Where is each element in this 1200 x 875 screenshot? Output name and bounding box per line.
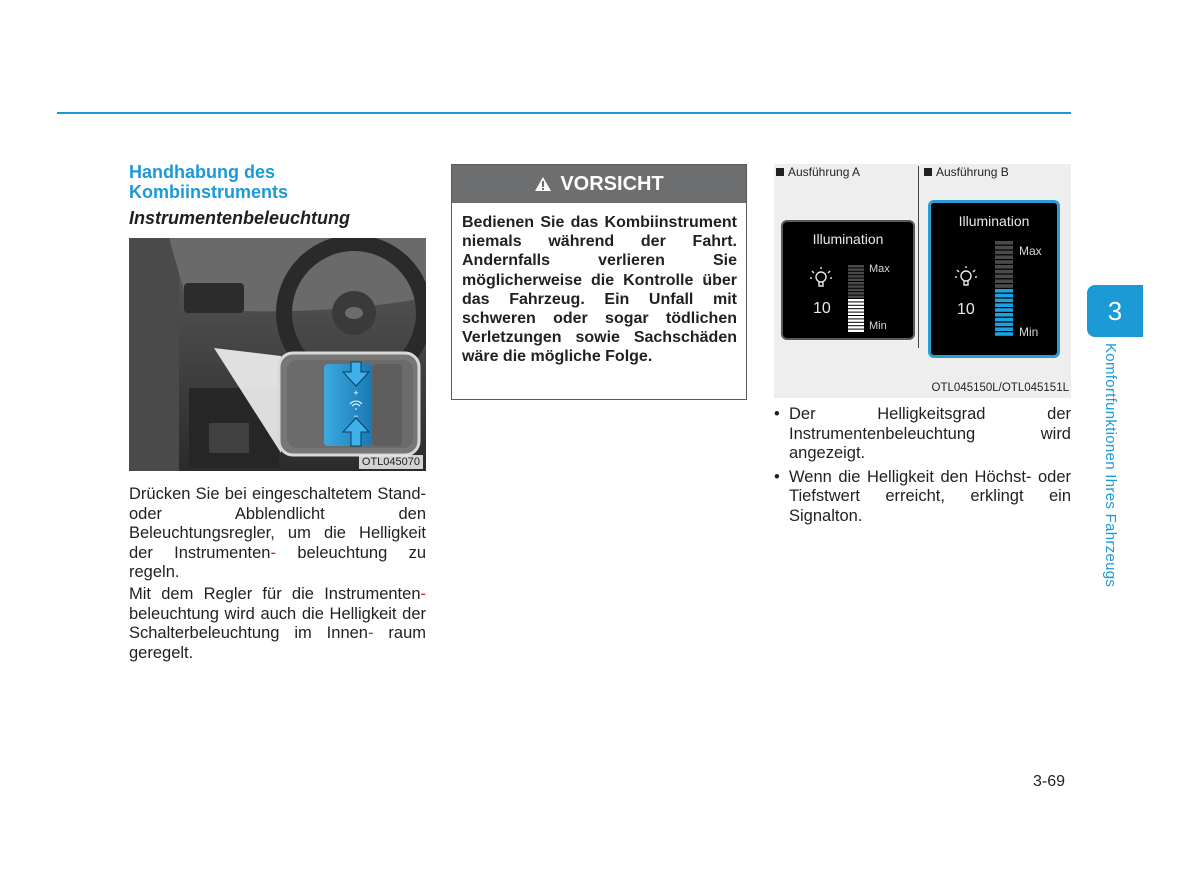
level-segment — [848, 292, 864, 294]
illumination-icon — [954, 265, 978, 291]
illumination-icon — [809, 266, 833, 292]
level-segment — [995, 270, 1013, 274]
level-segment — [995, 251, 1013, 255]
bullet-list — [774, 405, 1071, 530]
level-segment — [995, 294, 1013, 298]
minus-label: − — [353, 411, 359, 421]
caution-heading: VORSICHT — [560, 172, 664, 195]
paragraph-2-text-b: beleuchtung wird auch die Helligkeit der Schalterbeleuchtung im Innen — [129, 604, 426, 642]
level-segment — [848, 279, 864, 281]
warning-triangle-icon — [534, 176, 552, 192]
level-segment — [848, 330, 864, 332]
level-segment — [995, 255, 1013, 259]
paragraph-2-text-a: Mit dem Regler für die Instrumenten — [129, 585, 421, 603]
figure-label-a: Ausführung A — [776, 165, 860, 179]
level-segment — [848, 309, 864, 311]
level-segment — [848, 268, 864, 270]
level-segment — [848, 306, 864, 308]
level-segment — [995, 299, 1013, 303]
caution-box — [451, 164, 747, 400]
level-segment — [848, 275, 864, 277]
level-bar-a — [848, 265, 866, 335]
level-segment — [848, 282, 864, 284]
level-segment — [995, 323, 1013, 327]
min-label: Min — [1019, 325, 1039, 339]
level-segment — [848, 296, 864, 298]
photo-code: OTL045070 — [359, 455, 423, 469]
level-segment — [848, 323, 864, 325]
dashboard-illustration — [129, 238, 426, 471]
plus-label: + — [353, 388, 359, 398]
level-segment — [848, 289, 864, 291]
square-bullet-icon — [924, 168, 932, 176]
caution-text: Bedienen Sie das Kombiinstrument niemals während der Fahrt. Andernfalls verlieren Sie möglicherweise die Kontrolle über das Fahrzeug. Ein Unfall mit schweren oder sogar tödlichen Verletzungen sowie Sachschäden wäre die mögliche Folge. — [462, 214, 737, 366]
max-label: Max — [869, 263, 890, 275]
illumination-panel-a — [781, 220, 915, 340]
min-label: Min — [869, 320, 887, 332]
dashboard-photo — [129, 238, 426, 471]
square-bullet-icon — [776, 168, 784, 176]
page-number: 3-69 — [1033, 773, 1066, 790]
level-segment — [848, 299, 864, 301]
hyphen-mark: - — [367, 624, 374, 642]
hyphen-mark: - — [420, 585, 426, 603]
figure-label-b: Ausführung B — [924, 165, 1009, 179]
level-segment — [995, 279, 1013, 283]
level-segment — [848, 302, 864, 304]
level-segment — [995, 303, 1013, 307]
level-segment — [848, 265, 864, 267]
level-segment — [995, 308, 1013, 312]
figure-divider — [918, 166, 919, 348]
illumination-figure — [774, 164, 1071, 398]
level-segment — [995, 313, 1013, 317]
paragraph-2 — [129, 585, 426, 663]
level-segment — [995, 289, 1013, 293]
panel-b-title: Illumination — [958, 213, 1030, 229]
level-segment — [995, 318, 1013, 322]
max-label: Max — [1019, 244, 1042, 258]
illumination-panel-b — [928, 200, 1060, 358]
bullet-item: • Wenn die Helligkeit den Höchst- oder Tiefstwert erreicht, erklingt ein Signalton. — [774, 468, 1071, 527]
paragraph-1-text-b: beleuchtung zu regeln. — [129, 543, 426, 581]
level-segment — [995, 275, 1013, 279]
level-segment — [848, 285, 864, 287]
paragraph-1-text-a: Drücken Sie bei eingeschaltetem Stand- oder Abblendlicht den Beleuchtungsregler, um die Helligkeit der Instrumenten — [129, 485, 426, 562]
section-title: Handhabung des Kombiinstruments — [129, 162, 289, 202]
level-bar-b — [995, 241, 1015, 337]
paragraph-2-text-c: raum geregelt. — [129, 624, 426, 662]
level-segment — [995, 284, 1013, 288]
bullet-item: • Der Helligkeitsgrad der Instrumentenbeleuchtung wird angezeigt. — [774, 405, 1071, 464]
level-segment — [995, 332, 1013, 336]
level-segment — [995, 327, 1013, 331]
level-segment — [995, 265, 1013, 269]
top-rule — [57, 112, 1071, 114]
level-segment — [995, 260, 1013, 264]
paragraph-1 — [129, 485, 426, 583]
subsection-title: Instrumentenbeleuchtung — [129, 208, 351, 228]
level-value: 10 — [813, 300, 831, 317]
hyphen-mark: - — [270, 543, 276, 562]
caution-header — [452, 165, 746, 203]
figure-code: OTL045150L/OTL045151L — [931, 382, 1069, 394]
level-segment — [848, 313, 864, 315]
level-segment — [995, 241, 1013, 245]
panel-a-title: Illumination — [812, 231, 884, 247]
level-value: 10 — [957, 301, 975, 318]
chapter-tab: 3 — [1087, 285, 1143, 337]
level-segment — [848, 319, 864, 321]
level-segment — [848, 316, 864, 318]
level-segment — [848, 326, 864, 328]
level-segment — [995, 246, 1013, 250]
level-segment — [848, 272, 864, 274]
chapter-title: Komfortfunktionen Ihres Fahrzeugs — [1102, 343, 1119, 588]
